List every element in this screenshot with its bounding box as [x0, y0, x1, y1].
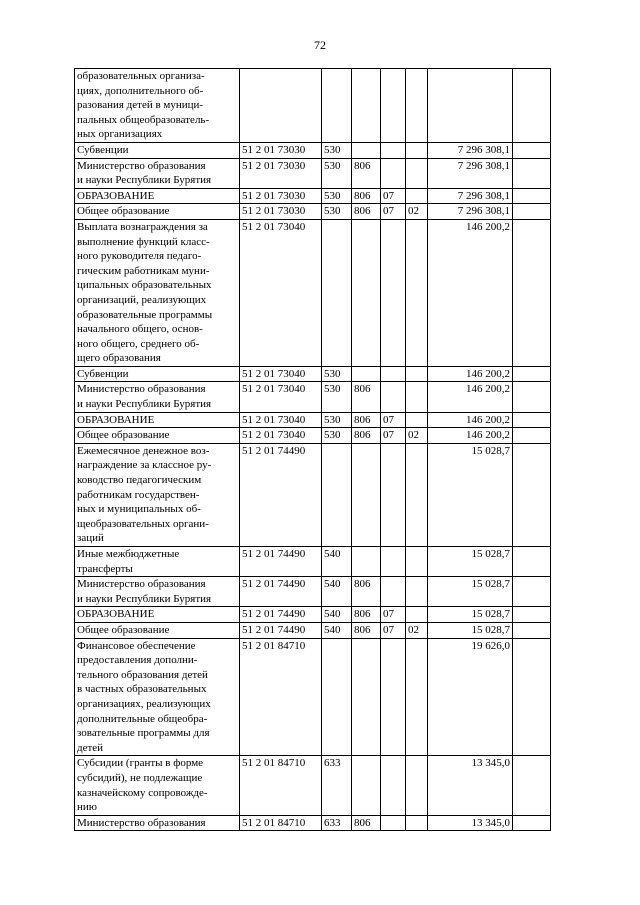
expense-type-cell: 540 [322, 547, 352, 577]
extra-cell [513, 815, 551, 831]
subsection-cell [406, 577, 428, 607]
table-row [75, 366, 551, 382]
table-row [75, 188, 551, 204]
section-cell: 07 [381, 607, 406, 623]
amount-cell: 7 296 308,1 [428, 188, 513, 204]
section-cell: 07 [381, 412, 406, 428]
expense-type-cell [322, 219, 352, 366]
row-name-line: гическим работникам муни- [77, 264, 210, 277]
subsection-cell: 02 [406, 204, 428, 220]
row-name-line: образовательные программы [77, 308, 213, 321]
row-name-line: Субвенции [77, 367, 129, 380]
subsection-cell [406, 607, 428, 623]
row-name-cell [75, 428, 240, 444]
row-name-line: организациях, реализующих [77, 697, 211, 710]
row-name-line: и науки Республики Бурятия [77, 398, 212, 411]
target-code-cell: 51 2 01 84710 [240, 815, 322, 831]
row-name-line: ципальных образовательных [77, 279, 212, 292]
subsection-cell [406, 443, 428, 546]
table-row [75, 638, 551, 756]
ministry-code-cell [352, 443, 381, 546]
section-cell [381, 638, 406, 756]
extra-cell [513, 188, 551, 204]
table-row [75, 756, 551, 815]
subsection-cell [406, 756, 428, 815]
amount-cell: 7 296 308,1 [428, 204, 513, 220]
budget-table [74, 68, 551, 831]
subsection-cell [406, 158, 428, 188]
extra-cell [513, 219, 551, 366]
section-cell: 07 [381, 428, 406, 444]
row-name-line: Выплата вознаграждения за [77, 220, 208, 233]
row-name-line: Иные межбюджетные [77, 548, 180, 560]
section-cell [381, 219, 406, 366]
subsection-cell [406, 412, 428, 428]
amount-cell: 7 296 308,1 [428, 142, 513, 158]
row-name-cell [75, 547, 240, 577]
extra-cell [513, 366, 551, 382]
row-name-line: трансферты [77, 562, 133, 575]
row-name-line: Министерство образования [77, 816, 206, 829]
row-name-line: образовательных организа- [77, 70, 205, 82]
row-name-line: щего образования [77, 352, 161, 365]
row-name-line: ного руководителя педаго- [77, 250, 202, 263]
extra-cell [513, 607, 551, 623]
target-code-cell: 51 2 01 74490 [240, 622, 322, 638]
row-name-line: выполнение функций класс- [77, 235, 210, 248]
row-name-line: зовательные программы для [77, 727, 210, 740]
amount-cell: 146 200,2 [428, 366, 513, 382]
expense-type-cell: 540 [322, 607, 352, 623]
row-name-line: ных организациях [77, 128, 163, 141]
expense-type-cell: 530 [322, 188, 352, 204]
row-name-line: награждение за классное ру- [77, 459, 212, 472]
table-row [75, 607, 551, 623]
page-number: 72 [314, 38, 326, 52]
row-name-cell [75, 219, 240, 366]
row-name-cell [75, 815, 240, 831]
row-name-line: Финансовое обеспечение [77, 639, 196, 652]
ministry-code-cell [352, 547, 381, 577]
row-name-line: в частных образовательных [77, 683, 207, 696]
expense-type-cell: 530 [322, 204, 352, 220]
ministry-code-cell [352, 142, 381, 158]
subsection-cell [406, 366, 428, 382]
row-name-cell [75, 577, 240, 607]
amount-cell: 19 626,0 [428, 638, 513, 756]
target-code-cell: 51 2 01 74490 [240, 443, 322, 546]
ministry-code-cell [352, 69, 381, 143]
row-name-cell [75, 366, 240, 382]
subsection-cell [406, 382, 428, 412]
row-name-line: Министерство образования [77, 159, 206, 172]
row-name-line: субсидий), не подлежащие [77, 771, 203, 784]
ministry-code-cell [352, 638, 381, 756]
extra-cell [513, 756, 551, 815]
target-code-cell: 51 2 01 74490 [240, 547, 322, 577]
expense-type-cell: 530 [322, 428, 352, 444]
row-name-line: и науки Республики Бурятия [77, 174, 212, 187]
target-code-cell: 51 2 01 73040 [240, 382, 322, 412]
row-name-line: казначейскому сопровожде- [77, 786, 208, 799]
section-cell [381, 142, 406, 158]
expense-type-cell: 540 [322, 622, 352, 638]
table-row [75, 547, 551, 577]
row-name-cell [75, 412, 240, 428]
extra-cell [513, 638, 551, 756]
section-cell [381, 158, 406, 188]
ministry-code-cell: 806 [352, 428, 381, 444]
target-code-cell [240, 69, 322, 143]
extra-cell [513, 547, 551, 577]
row-name-line: разования детей в муници- [77, 99, 204, 112]
subsection-cell [406, 815, 428, 831]
extra-cell [513, 412, 551, 428]
row-name-line: детей [77, 741, 104, 754]
extra-cell [513, 443, 551, 546]
subsection-cell: 02 [406, 622, 428, 638]
table-row [75, 428, 551, 444]
subsection-cell [406, 69, 428, 143]
target-code-cell: 51 2 01 73040 [240, 412, 322, 428]
row-name-line: организаций, реализующих [77, 293, 207, 306]
row-name-cell [75, 638, 240, 756]
subsection-cell [406, 638, 428, 756]
row-name-line: Министерство образования [77, 578, 206, 591]
target-code-cell: 51 2 01 74490 [240, 577, 322, 607]
amount-cell: 15 028,7 [428, 622, 513, 638]
ministry-code-cell: 806 [352, 382, 381, 412]
extra-cell [513, 142, 551, 158]
extra-cell [513, 382, 551, 412]
row-name-cell [75, 382, 240, 412]
expense-type-cell: 530 [322, 158, 352, 188]
amount-cell: 13 345,0 [428, 815, 513, 831]
ministry-code-cell [352, 219, 381, 366]
amount-cell: 15 028,7 [428, 443, 513, 546]
expense-type-cell: 633 [322, 756, 352, 815]
amount-cell: 146 200,2 [428, 382, 513, 412]
row-name-line: Министерство образования [77, 383, 206, 396]
row-name-cell [75, 443, 240, 546]
table-row [75, 622, 551, 638]
section-cell [381, 69, 406, 143]
row-name-line: циях, дополнительного об- [77, 84, 204, 97]
row-name-line: ОБРАЗОВАНИЕ [77, 189, 155, 202]
row-name-cell [75, 204, 240, 220]
target-code-cell: 51 2 01 73030 [240, 188, 322, 204]
row-name-line: Общее образование [77, 205, 170, 218]
target-code-cell: 51 2 01 73030 [240, 142, 322, 158]
section-cell: 07 [381, 188, 406, 204]
amount-cell: 146 200,2 [428, 219, 513, 366]
subsection-cell [406, 188, 428, 204]
ministry-code-cell: 806 [352, 412, 381, 428]
target-code-cell: 51 2 01 73030 [240, 158, 322, 188]
ministry-code-cell [352, 366, 381, 382]
table-row [75, 219, 551, 366]
table-row [75, 69, 551, 143]
ministry-code-cell: 806 [352, 188, 381, 204]
amount-cell: 146 200,2 [428, 428, 513, 444]
extra-cell [513, 622, 551, 638]
table-row [75, 577, 551, 607]
amount-cell: 15 028,7 [428, 577, 513, 607]
expense-type-cell: 530 [322, 412, 352, 428]
table-row [75, 142, 551, 158]
subsection-cell [406, 142, 428, 158]
row-name-line: работникам государствен- [77, 488, 200, 501]
expense-type-cell: 530 [322, 382, 352, 412]
section-cell [381, 577, 406, 607]
ministry-code-cell: 806 [352, 607, 381, 623]
row-name-line: Ежемесячное денежное воз- [77, 444, 210, 457]
target-code-cell: 51 2 01 84710 [240, 756, 322, 815]
ministry-code-cell: 806 [352, 204, 381, 220]
table-row [75, 443, 551, 546]
expense-type-cell [322, 638, 352, 756]
row-name-line: Общее образование [77, 623, 170, 636]
amount-cell: 15 028,7 [428, 607, 513, 623]
row-name-line: пальных общеобразователь- [77, 113, 210, 126]
ministry-code-cell: 806 [352, 577, 381, 607]
row-name-line: нию [77, 801, 97, 814]
table-row [75, 382, 551, 412]
extra-cell [513, 158, 551, 188]
row-name-line: заций [77, 532, 104, 545]
row-name-cell [75, 607, 240, 623]
row-name-line: начального общего, основ- [77, 323, 203, 336]
target-code-cell: 51 2 01 84710 [240, 638, 322, 756]
row-name-line: Субсидии (гранты в форме [77, 757, 204, 770]
row-name-line: ного общего, среднего об- [77, 337, 200, 350]
ministry-code-cell: 806 [352, 815, 381, 831]
section-cell [381, 382, 406, 412]
target-code-cell: 51 2 01 73040 [240, 428, 322, 444]
extra-cell [513, 577, 551, 607]
expense-type-cell: 530 [322, 366, 352, 382]
amount-cell: 7 296 308,1 [428, 158, 513, 188]
row-name-line: щеобразовательных органи- [77, 517, 209, 530]
row-name-line: ководство педагогическим [77, 474, 202, 487]
row-name-line: тельного образования детей [77, 668, 208, 681]
expense-type-cell [322, 69, 352, 143]
row-name-cell [75, 69, 240, 143]
row-name-line: и науки Республики Бурятия [77, 592, 212, 605]
target-code-cell: 51 2 01 73040 [240, 219, 322, 366]
extra-cell [513, 428, 551, 444]
section-cell [381, 366, 406, 382]
row-name-cell [75, 142, 240, 158]
expense-type-cell: 540 [322, 577, 352, 607]
table-body [75, 69, 551, 831]
amount-cell: 15 028,7 [428, 547, 513, 577]
row-name-cell [75, 158, 240, 188]
subsection-cell [406, 219, 428, 366]
row-name-line: предоставления дополни- [77, 654, 198, 667]
ministry-code-cell: 806 [352, 158, 381, 188]
row-name-cell [75, 756, 240, 815]
ministry-code-cell [352, 756, 381, 815]
section-cell: 07 [381, 622, 406, 638]
row-name-cell [75, 188, 240, 204]
row-name-line: ных и муниципальных об- [77, 503, 201, 516]
amount-cell: 146 200,2 [428, 412, 513, 428]
subsection-cell [406, 547, 428, 577]
row-name-line: Субвенции [77, 143, 129, 156]
section-cell [381, 815, 406, 831]
target-code-cell: 51 2 01 73030 [240, 204, 322, 220]
table-row [75, 158, 551, 188]
table-row [75, 815, 551, 831]
row-name-line: Общее образование [77, 429, 170, 442]
expense-type-cell: 530 [322, 142, 352, 158]
table-row [75, 412, 551, 428]
extra-cell [513, 204, 551, 220]
row-name-line: ОБРАЗОВАНИЕ [77, 608, 155, 621]
section-cell: 07 [381, 204, 406, 220]
amount-cell: 13 345,0 [428, 756, 513, 815]
ministry-code-cell: 806 [352, 622, 381, 638]
target-code-cell: 51 2 01 73040 [240, 366, 322, 382]
extra-cell [513, 69, 551, 143]
target-code-cell: 51 2 01 74490 [240, 607, 322, 623]
table-row [75, 204, 551, 220]
amount-cell [428, 69, 513, 143]
section-cell [381, 547, 406, 577]
row-name-line: ОБРАЗОВАНИЕ [77, 413, 155, 426]
expense-type-cell [322, 443, 352, 546]
row-name-line: дополнительные общеобра- [77, 712, 208, 725]
section-cell [381, 443, 406, 546]
section-cell [381, 756, 406, 815]
subsection-cell: 02 [406, 428, 428, 444]
row-name-cell [75, 622, 240, 638]
expense-type-cell: 633 [322, 815, 352, 831]
